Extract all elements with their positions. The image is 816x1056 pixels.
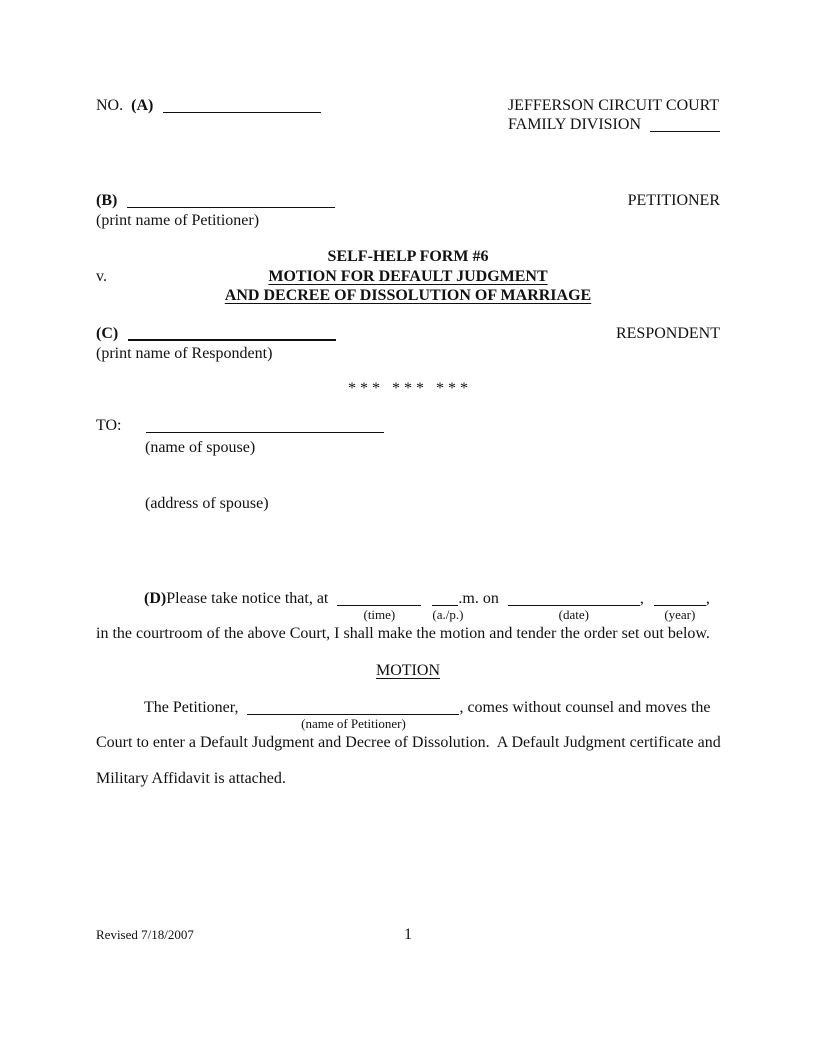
- motion-heading-wrap: [0, 661, 816, 680]
- ampm-blank: [432, 592, 464, 622]
- petitioner-name-hint: (print name of Petitioner): [96, 212, 260, 229]
- petitioner-name-line: [96, 191, 335, 210]
- petitioner-name-blank: [127, 194, 335, 208]
- notice-lead-text: Please take notice that, at: [166, 590, 329, 607]
- notice-ampm-connector: .m. on: [458, 590, 499, 607]
- respondent-name-hint: (print name of Respondent): [96, 345, 273, 362]
- case-number-blank: [163, 99, 321, 113]
- form-title-line2: MOTION FOR DEFAULT JUDGMENT: [268, 267, 548, 285]
- petitioner-signature-name-blank: [247, 701, 459, 731]
- case-number-prefix: NO.: [96, 97, 124, 114]
- petitioner-signature-name-hint: (name of Petitioner): [301, 716, 406, 731]
- page-number: 1: [404, 926, 412, 943]
- ampm-hint: (a./p.): [432, 607, 464, 622]
- motion-heading: MOTION: [376, 662, 440, 679]
- motion-p1-start: The Petitioner,: [144, 699, 239, 716]
- division-blank: [650, 118, 720, 132]
- versus-label: v.: [96, 268, 107, 285]
- motion-p1-end: , comes without counsel and moves the: [459, 699, 711, 716]
- respondent-role-label: RESPONDENT: [615, 325, 720, 342]
- form-title-line1: SELF-HELP FORM #6: [327, 248, 489, 265]
- time-blank: [337, 592, 421, 622]
- to-line: [96, 416, 384, 435]
- notice-comma: ,: [639, 590, 644, 607]
- form-title-line3: AND DECREE OF DISSOLUTION OF MARRIAGE: [224, 287, 592, 304]
- division-label: FAMILY DIVISION: [507, 116, 641, 133]
- date-blank: [508, 592, 640, 622]
- case-number-line: [96, 96, 321, 115]
- case-number-key: (A): [131, 97, 154, 114]
- spouse-name-hint: (name of spouse): [145, 439, 256, 456]
- spouse-address-hint: (address of spouse): [145, 495, 269, 512]
- to-label: TO:: [96, 417, 122, 434]
- notice-trailing-comma: ,: [705, 590, 710, 607]
- notice-continuation-line: in the courtroom of the above Court, I shall make the motion and tender the order set out below.: [96, 625, 710, 642]
- court-name: JEFFERSON CIRCUIT COURT: [507, 97, 720, 114]
- year-hint: (year): [664, 607, 696, 622]
- form-title-block: [0, 247, 816, 306]
- notice-line: [144, 589, 710, 622]
- respondent-name-blank: [128, 327, 336, 341]
- year-blank: [654, 592, 706, 622]
- motion-paragraph-line1: [144, 698, 711, 731]
- petitioner-key: (B): [96, 192, 118, 209]
- petitioner-role-label: PETITIONER: [627, 192, 720, 209]
- spouse-name-blank: [146, 419, 384, 433]
- division-line: [508, 115, 720, 134]
- respondent-name-line: [96, 324, 336, 343]
- respondent-key: (C): [96, 325, 119, 342]
- motion-paragraph-line3: Military Affidavit is attached.: [96, 770, 286, 787]
- time-hint: (time): [363, 607, 396, 622]
- asterisk-separator: * * * * * * * * *: [348, 380, 468, 397]
- court-identification: [508, 96, 720, 134]
- motion-paragraph-line2: Court to enter a Default Judgment and Decree of Dissolution. A Default Judgment certificate and: [96, 734, 721, 751]
- revision-date: Revised 7/18/2007: [96, 927, 194, 942]
- date-hint: (date): [558, 607, 589, 622]
- notice-key: (D): [144, 590, 167, 607]
